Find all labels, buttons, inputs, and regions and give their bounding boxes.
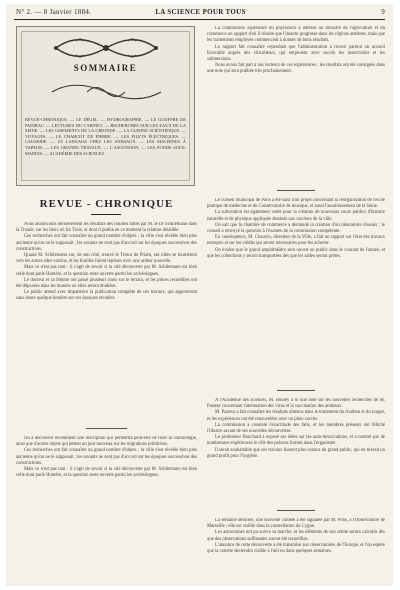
- paragraph: Le conseil municipal de Paris a été saisi d'un projet concernant la réorganisation de l'école pratique de médecine et du Conservatoire de musique, et aussi l'assainissement de la Seine.: [207, 198, 385, 210]
- paragraph: On évalue que le grand amphithéâtre sera ouvert au public dans le courant de l'année, et que les collections y seront transportées dès que les salles seront prêtes.: [207, 247, 385, 259]
- summary-text: REVUE-CHRONIQUE. — LE DÉGEL. — HYDROGRAPHIE. — LE GOUFFRE DE PADIRAC. — LECTURES DU CABINET. — RECHERCHES SUR LES EAUX DE LA SEINE. — LES GISEMENTS DE LA GIRONDE. — LA CUISINE SCIENTIFIQUE. — VOYAGES. — LE CHARCOT DE PIERRE. — LES FILETS ÉLECTRIQUES. — CAUSERIE. — LE LANGAGE CHEZ LES ANIMAUX. — LES MACHINES À VAPEUR. — LES GRANDS TRAVAUX. — L'ASCENSION. — LES FONDS SOUS-MARINS. — ACADÉMIE DES SCIENCES.: [25, 117, 186, 156]
- revue-body: [16, 222, 197, 422]
- paragraph: En conséquence, M. Chauvin, directeur de la Ville, a fait un rapport sur l'état des travaux entrepris et sur les crédits qui seront nécessaires pour les achever.: [207, 235, 385, 247]
- left-column: [16, 26, 197, 581]
- paragraph: Le docteur et sa femme ont passé plusieurs mois sur le terrain, et les pièces recueillies ont été déposées dans les musées où elles seront étudiées.: [16, 277, 197, 290]
- paragraph: La subvention est également votée pour la création de nouveaux cours publics d'histoire naturelle et de physique appliquée destinés aux ouvriers de la ville.: [207, 210, 385, 222]
- newspaper-page: [6, 4, 393, 586]
- paragraph: La semaine dernière, une nouvelle comète a été signalée par M. Pons, à l'Observatoire de Marseille ; elle est visible dans la constellation du Cygne.: [207, 518, 385, 530]
- paragraph: La commission supérieure du phylloxera a adressé au ministre de l'agriculture et du commerce un rapport d'où il résulte que l'insecte progresse dans les régions atteintes, mais que les traitements employés commencent à donner de bons résultats.: [207, 26, 385, 44]
- paragraph: Le public attend avec impatience la publication complète de ces travaux, qui apporteront sans doute quelque lumière sur ces époques reculées.: [16, 290, 197, 302]
- phylloxera-section: [207, 26, 385, 184]
- paragraph: On a découvert récemment une inscription qui permettra peut-être de fixer la chronologie, ainsi que d'autres objets qui jettent un jour nouveau sur les migrations primitives.: [16, 436, 197, 448]
- header-rule: [14, 19, 385, 20]
- paragraph: Ces recherches ont fait connaître un grand nombre d'objets ; la ville s'est révélée bien plus ancienne qu'on ne le supposait ; les savants ne sont pas d'accord sur les époques successives des constructions.: [16, 234, 197, 252]
- separator: [86, 428, 127, 429]
- page-header: [16, 8, 385, 19]
- revue-body-continued: [16, 436, 197, 576]
- title-rule: [91, 214, 121, 215]
- paragraph: Mais ce n'est pas tout : il s'agit de savoir si la cité découverte par M. Schliemann est bien celle dont parle Homère, et la question reste ouverte parmi les archéologues.: [16, 265, 197, 277]
- paragraph: Nous annoncions dernièrement les résultats des fouilles faites par M. le Dr Schliemann dans la Troade, sur les lieux où fut Troie, et dont il publie en ce moment la relation détaillée.: [16, 222, 197, 234]
- paragraph: La commission a constaté l'exactitude des faits, et les membres présents ont félicité l'illustre savant de ses nouvelles découvertes.: [207, 422, 385, 435]
- issue-date: N° 2. — 8 Janvier 1884.: [16, 8, 92, 16]
- page-number: 9: [381, 8, 385, 16]
- separator: [277, 190, 315, 191]
- academie-section: [207, 398, 385, 506]
- ornament-top-icon: [46, 35, 166, 61]
- paragraph: A l'Académie des sciences, M. Bouley a lu une note sur les nouvelles recherches de M. Pasteur concernant l'atténuation des virus et la vaccination des animaux.: [207, 398, 385, 410]
- paragraph: Les astronomes ont pu suivre sa marche, et les éléments de son orbite seront calculés dès que des observations suffisantes auront été recueillies.: [207, 530, 385, 542]
- summary-title: SOMMAIRE: [73, 63, 138, 73]
- paragraph: Ces recherches ont fait connaître un grand nombre d'objets ; la ville s'est révélée bien plus ancienne qu'on ne le supposait ; les savants ne sont pas d'accord sur les époques successives des constructions.: [16, 448, 197, 466]
- publication-title: LA SCIENCE POUR TOUS: [155, 8, 246, 16]
- paragraph: On sait que la chambre de commerce a demandé la création d'un laboratoire d'essais ; le conseil a renvoyé la question à l'examen de la commission compétente.: [207, 222, 385, 235]
- separator: [277, 510, 315, 511]
- separator: [277, 390, 315, 391]
- paragraph: M. Pasteur a fait connaître les résultats obtenus dans le traitement du charbon et du rouget, et les expériences ont été renouvelées avec un plein succès.: [207, 410, 385, 422]
- paragraph: Le rapport fait connaître cependant que l'administration a trouvé partout un accueil favorable auprès des viticulteurs, qui emploient avec succès les insecticides et les submersions.: [207, 44, 385, 63]
- paragraph: Il serait souhaitable que ces travaux fussent plus connus du grand public, qui en tirerait un grand profit pour l'hygiène.: [207, 447, 385, 459]
- paragraph: Le professeur Bouchard a exposé ses idées sur les auto-intoxications, et a montré par de nombreuses expériences le rôle des poisons formés dans l'organisme.: [207, 435, 385, 447]
- right-column: [207, 26, 385, 581]
- paragraph: Mais ce n'est pas tout : il s'agit de savoir si la cité découverte par M. Schliemann est bien celle dont parle Homère, et la question reste ouverte parmi les archéologues.: [16, 467, 197, 479]
- comete-section: [207, 518, 385, 580]
- paragraph: Quand M. Schliemann eut, de son côté, trouvé le Trésor de Priam, ses idées se tournèrent vers les autres sites voisins, et les fouilles furent reprises avec une ardeur nouvelle.: [16, 253, 197, 265]
- paragraph: Nous avons fait part à nos lecteurs de ces expériences ; les résultats ont été consignés dans une note qui sera publiée très prochainement.: [207, 63, 385, 75]
- municipal-section: [207, 198, 385, 384]
- ornament-flourish-icon: [47, 79, 166, 105]
- revue-title: REVUE - CHRONIQUE: [39, 198, 174, 210]
- paragraph: L'annonce de cette découverte a été transmise aux observatoires de l'Europe, et l'on espère que la comète deviendra visible à l'œil nu dans quelques semaines.: [207, 542, 385, 555]
- summary-box: [16, 26, 195, 186]
